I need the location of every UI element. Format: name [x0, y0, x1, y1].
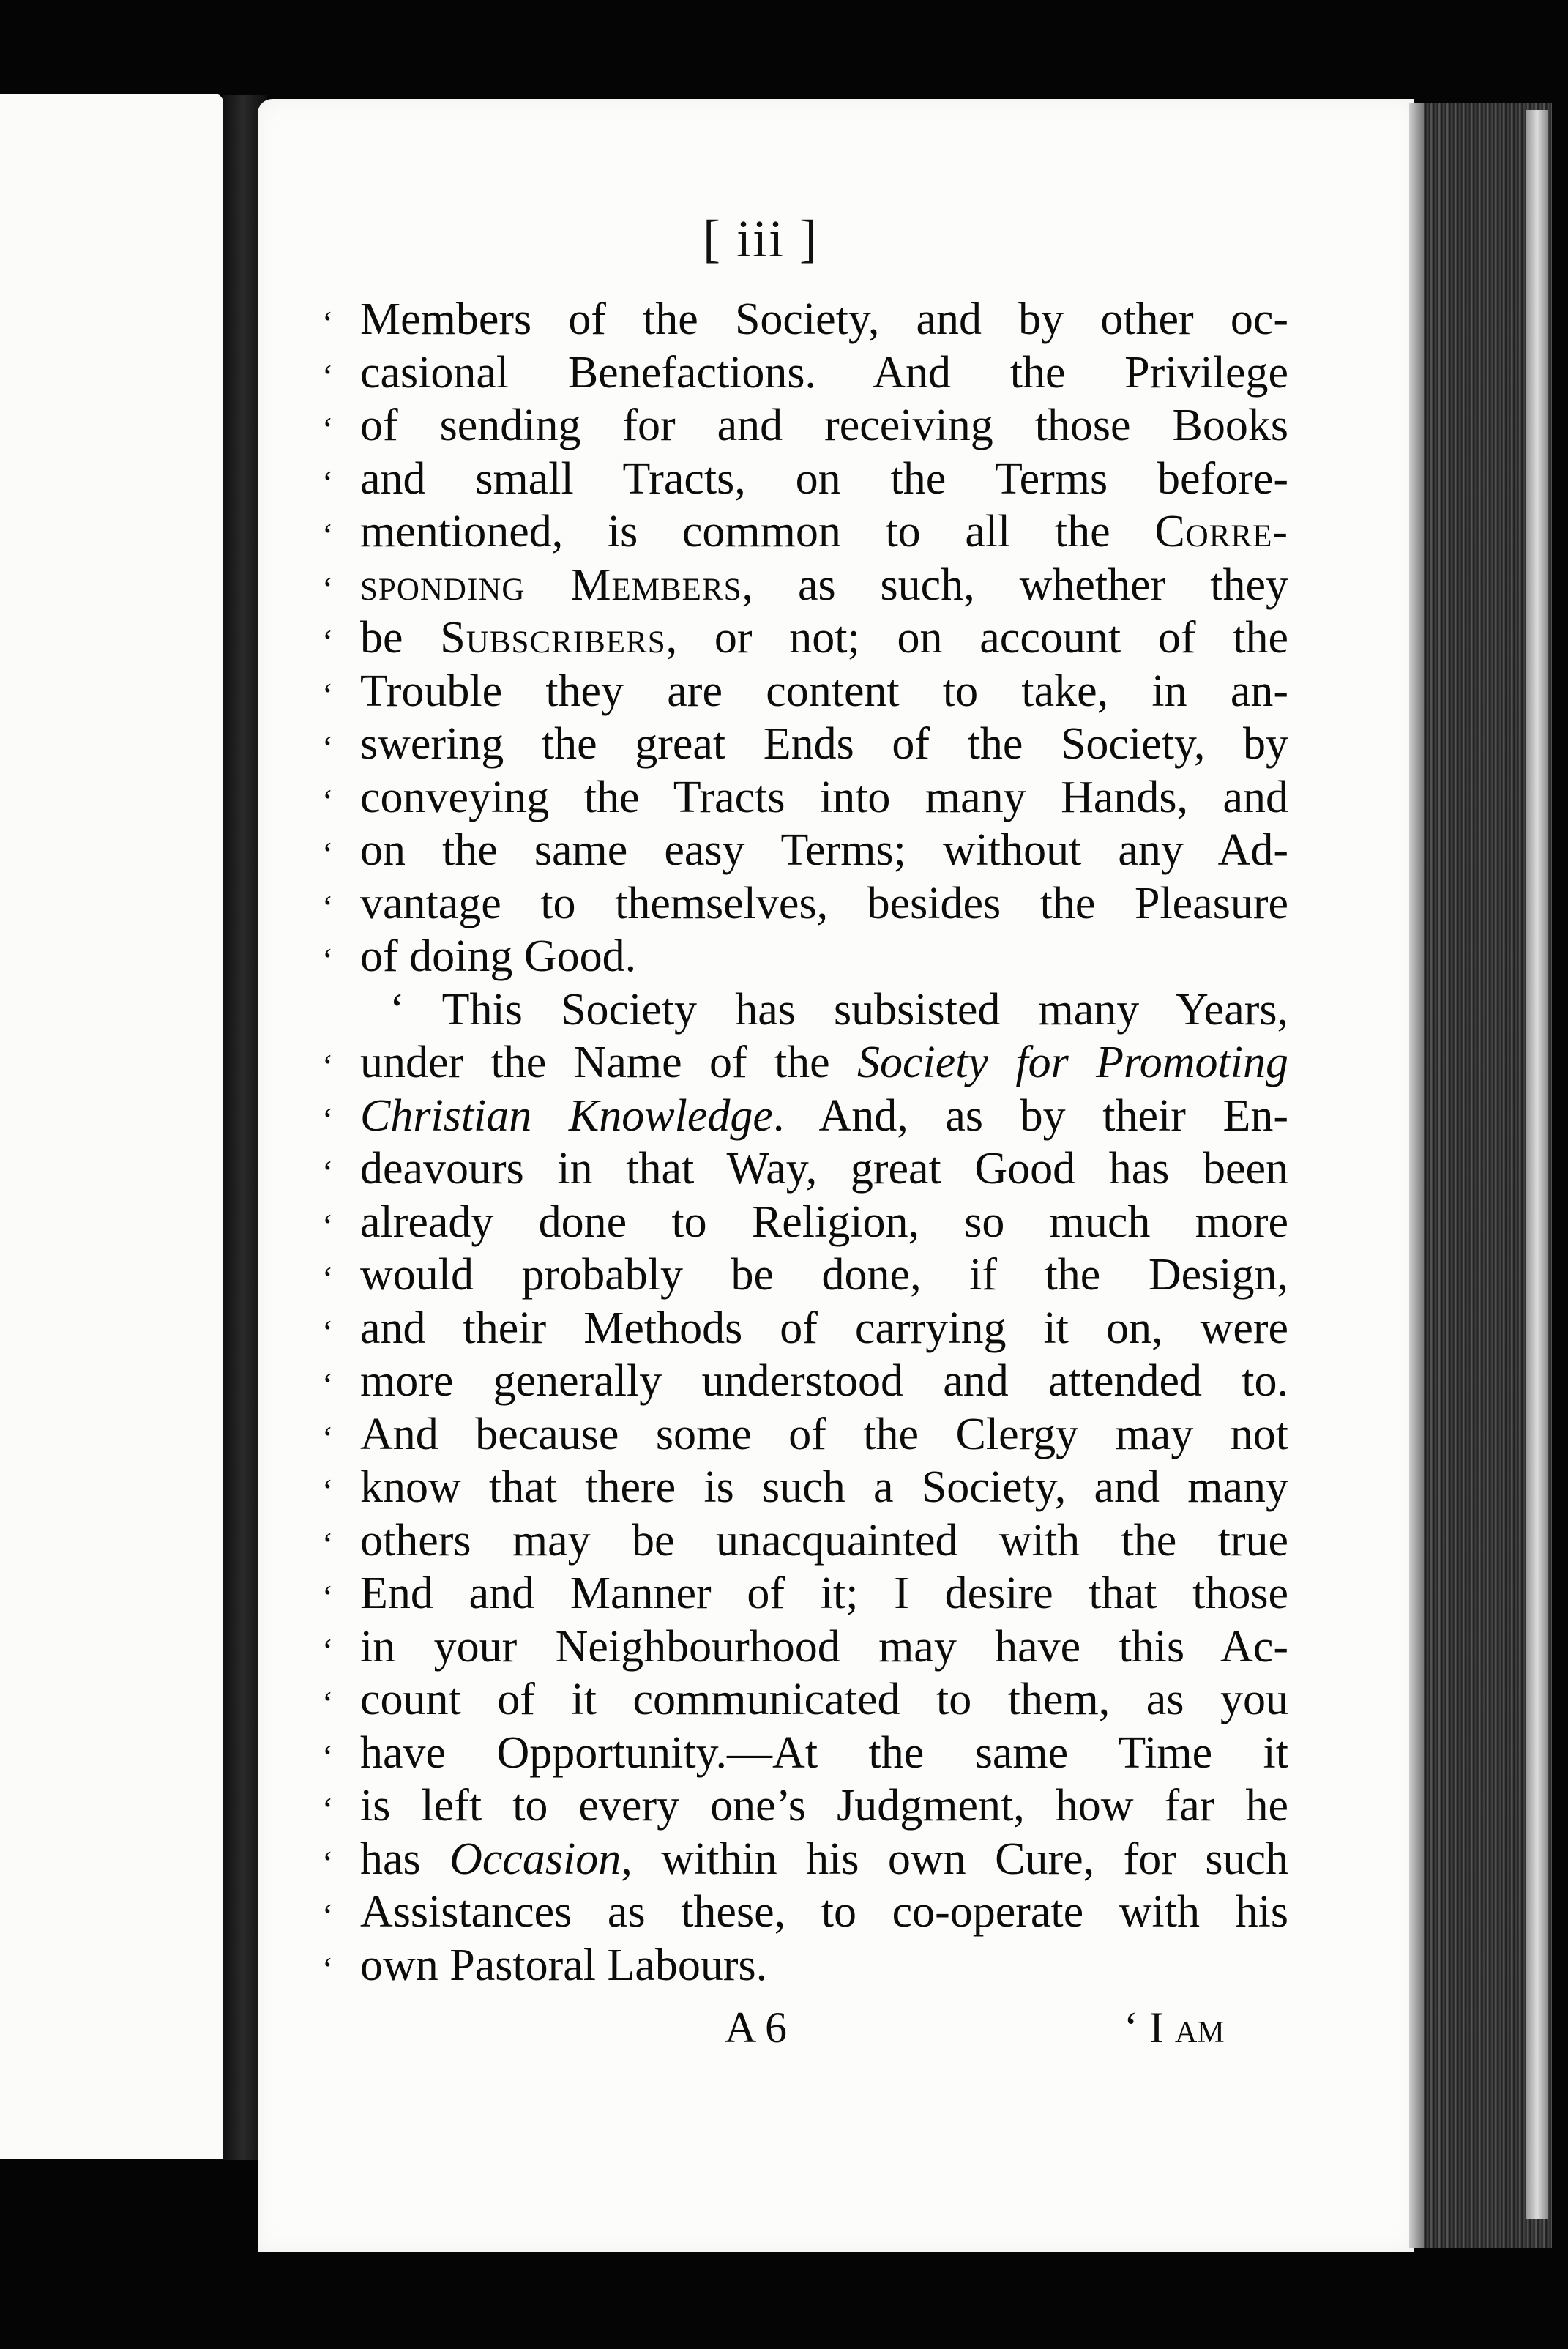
text-line — [322, 1196, 1288, 1249]
line-text — [360, 1514, 1288, 1568]
quote-mark: ‘ — [322, 1259, 334, 1297]
line-text — [360, 1833, 1288, 1886]
text-segment: be — [360, 613, 441, 663]
quote-mark: ‘ — [322, 1737, 334, 1775]
text-segment: vantage to themselves, besides the Pleasure — [360, 878, 1288, 928]
text-segment: on the same easy Terms; without any Ad- — [360, 825, 1288, 875]
line-text — [360, 983, 1288, 1037]
line-text — [360, 1567, 1288, 1620]
italic-text: Occasion — [449, 1834, 621, 1884]
quote-mark: ‘ — [322, 781, 334, 819]
text-line — [322, 718, 1288, 771]
text-segment: is left to every one’s Judgment, how far he — [360, 1781, 1288, 1831]
text-line — [322, 346, 1288, 400]
line-text — [360, 1408, 1288, 1462]
text-line — [322, 1779, 1288, 1833]
text-segment: more generally understood and attended to. — [360, 1356, 1288, 1406]
quote-mark: ‘ — [322, 410, 334, 447]
quote-mark: ‘ — [322, 1843, 334, 1881]
text-segment: count of it communicated to them, as you — [360, 1675, 1288, 1724]
small-caps-text: sponding Members — [360, 559, 742, 610]
quote-mark: ‘ — [322, 622, 334, 660]
text-line — [322, 824, 1288, 877]
text-segment: of sending for and receiving those Books — [360, 401, 1288, 450]
text-line — [322, 771, 1288, 824]
text-line — [322, 453, 1288, 506]
text-line — [322, 877, 1288, 931]
text-line — [322, 1355, 1288, 1408]
text-line — [322, 1036, 1288, 1090]
line-text — [360, 1302, 1288, 1355]
line-text — [360, 611, 1288, 665]
text-line — [322, 1833, 1288, 1886]
line-text — [360, 1196, 1288, 1249]
line-text — [360, 453, 1288, 506]
text-segment: , as such, whether they — [742, 559, 1288, 610]
catchword: ‘ I am — [1124, 2003, 1225, 2052]
quote-mark: ‘ — [322, 729, 334, 766]
text-segment: Trouble they are content to take, in an- — [360, 666, 1288, 716]
quote-mark: ‘ — [322, 1896, 334, 1934]
quote-mark: ‘ — [322, 1100, 334, 1138]
text-segment: Assistances as these, to co-operate with his — [360, 1887, 1288, 1937]
text-segment: have Opportunity.—At the same Time it — [360, 1727, 1288, 1778]
text-segment: And because some of the Clergy may not — [360, 1409, 1288, 1459]
quote-mark: ‘ — [322, 1949, 334, 1987]
text-line — [322, 1461, 1288, 1514]
signature-mark: A 6 — [725, 2003, 788, 2052]
quote-mark: ‘ — [322, 1631, 334, 1669]
line-text — [360, 930, 1288, 983]
text-line — [322, 611, 1288, 665]
quote-mark: ‘ — [322, 1206, 334, 1244]
line-text — [360, 1248, 1288, 1302]
quote-mark: ‘ — [322, 1790, 334, 1828]
line-text — [360, 1142, 1288, 1196]
text-segment: has — [360, 1834, 450, 1884]
text-segment: mentioned, is common to all the — [360, 507, 1155, 556]
text-line — [322, 293, 1288, 346]
page-edge-highlight — [1409, 103, 1424, 2248]
text-segment: in your Neighbourhood may have this Ac- — [360, 1621, 1288, 1672]
text-line — [322, 1408, 1288, 1462]
body-text — [322, 293, 1288, 1992]
line-text — [360, 1673, 1288, 1727]
small-caps-text: Subscribers — [440, 613, 666, 663]
line-text — [360, 1885, 1288, 1939]
line-text — [360, 559, 1288, 612]
text-line — [322, 1939, 1288, 1992]
line-text — [360, 1090, 1288, 1143]
page-edge-strip — [1526, 110, 1548, 2219]
quote-mark: ‘ — [322, 887, 334, 926]
quote-mark: ‘ — [322, 1366, 334, 1403]
text-segment: and small Tracts, on the Terms before- — [360, 453, 1288, 504]
line-text — [360, 505, 1288, 559]
text-segment: of doing Good. — [360, 931, 637, 981]
small-caps-text: Corre- — [1154, 507, 1288, 556]
quote-mark: ‘ — [322, 1153, 334, 1191]
quote-mark: ‘ — [322, 516, 334, 554]
text-segment: deavours in that Way, great Good has been — [360, 1144, 1288, 1194]
text-segment: already done to Religion, so much more — [360, 1196, 1288, 1247]
text-line — [322, 559, 1288, 612]
line-text — [360, 399, 1288, 453]
text-segment: . And, as by their En- — [772, 1090, 1288, 1141]
quote-mark: ‘ — [322, 1684, 334, 1721]
text-segment: under the Name of the — [360, 1038, 858, 1087]
text-line — [322, 1727, 1288, 1780]
text-line — [322, 1620, 1288, 1674]
quote-mark: ‘ — [322, 941, 334, 978]
text-segment: casional Benefactions. And the Privilege — [360, 347, 1288, 398]
quote-mark: ‘ — [322, 835, 334, 872]
text-line — [322, 665, 1288, 718]
text-line — [322, 1302, 1288, 1355]
line-text — [360, 346, 1288, 400]
quote-mark: ‘ — [322, 1047, 334, 1084]
text-segment: Members of the Society, and by other oc- — [360, 294, 1288, 344]
quote-mark: ‘ — [322, 1472, 334, 1509]
left-page — [0, 94, 223, 2159]
line-text — [360, 877, 1288, 931]
text-line — [322, 505, 1288, 559]
text-line — [322, 1673, 1288, 1727]
text-line — [322, 930, 1288, 983]
text-segment: know that there is such a Society, and many — [360, 1462, 1288, 1512]
quote-mark: ‘ — [322, 1578, 334, 1615]
quote-mark: ‘ — [322, 1312, 334, 1350]
text-segment: would probably be done, if the Design, — [360, 1250, 1288, 1300]
text-line — [322, 983, 1288, 1037]
text-segment: conveying the Tracts into many Hands, and — [360, 772, 1288, 822]
quote-mark: ‘ — [322, 463, 334, 501]
line-text — [360, 1779, 1288, 1833]
text-line — [322, 1248, 1288, 1302]
quote-mark: ‘ — [322, 1525, 334, 1563]
line-text — [360, 1355, 1288, 1408]
text-segment: , within his own Cure, for such — [621, 1834, 1288, 1884]
line-text — [360, 1939, 1288, 1992]
quote-mark: ‘ — [322, 675, 334, 713]
line-text — [360, 1461, 1288, 1514]
quote-mark: ‘ — [322, 569, 334, 607]
text-segment: own Pastoral Labours. — [360, 1940, 768, 1990]
quote-mark: ‘ — [322, 1418, 334, 1456]
text-segment: and their Methods of carrying it on, were — [360, 1303, 1288, 1353]
text-segment: End and Manner of it; I desire that those — [360, 1568, 1288, 1618]
text-line — [322, 1090, 1288, 1143]
line-text — [360, 1620, 1288, 1674]
quote-mark: ‘ — [322, 304, 334, 341]
text-segment: others may be unacquainted with the true — [360, 1515, 1288, 1566]
line-text — [360, 1036, 1288, 1090]
line-text — [360, 1727, 1288, 1780]
text-line — [322, 1514, 1288, 1568]
quote-mark: ‘ — [322, 357, 334, 395]
line-text — [360, 718, 1288, 771]
page-footer — [0, 2003, 1568, 2069]
text-line — [322, 1885, 1288, 1939]
line-text — [360, 293, 1288, 346]
text-segment: swering the great Ends of the Society, by — [360, 719, 1288, 769]
italic-text: Christian Knowledge — [360, 1090, 773, 1141]
text-line — [322, 1142, 1288, 1196]
text-segment: , or not; on account of the — [665, 613, 1288, 663]
text-line — [322, 1567, 1288, 1620]
line-text — [360, 665, 1288, 718]
line-text — [360, 824, 1288, 877]
text-line — [322, 399, 1288, 453]
text-segment: ‘ This Society has subsisted many Years, — [389, 984, 1288, 1035]
italic-text: Society for Promoting — [857, 1038, 1288, 1087]
page-number: [ iii ] — [703, 209, 818, 268]
line-text — [360, 771, 1288, 824]
